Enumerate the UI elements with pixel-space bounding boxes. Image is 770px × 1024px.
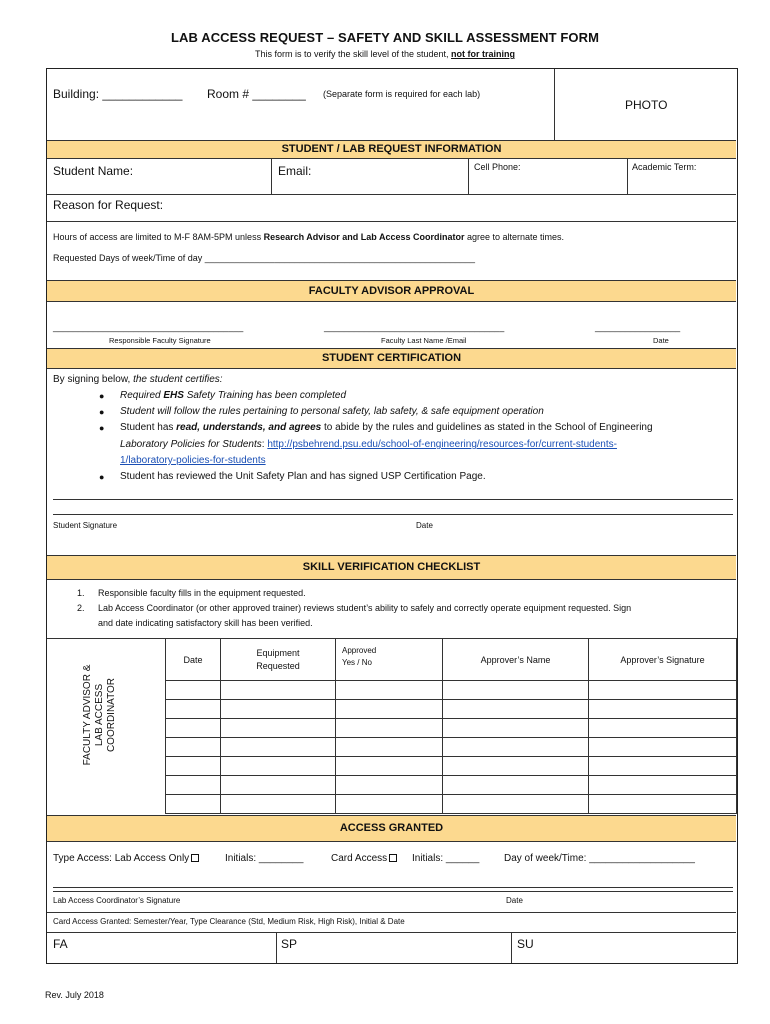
table-row[interactable]	[166, 681, 737, 700]
table-row[interactable]	[166, 757, 737, 776]
photo-divider	[554, 69, 555, 140]
cert-bullet-3-line-2	[120, 439, 617, 450]
photo-label: PHOTO	[625, 98, 668, 112]
divider	[47, 912, 736, 913]
checklist-item-2-line-2: and date indicating satisfactory skill has been verified.	[98, 618, 313, 628]
cert-bullet-2: Student will follow the rules pertaining to personal safety, lab safety, & safe equipment operation	[120, 406, 544, 417]
b3-suffix: to abide by the rules and guidelines as stated in the School of Engineering	[321, 422, 653, 433]
equipment-table	[165, 638, 737, 814]
col-date: Date	[166, 639, 221, 681]
student-signature-line[interactable]	[53, 499, 733, 500]
faculty-signature-label: Responsible Faculty Signature	[109, 336, 211, 345]
card-access-checkbox[interactable]	[389, 854, 397, 862]
building-field[interactable]: Building: ____________	[53, 87, 183, 101]
divider	[511, 932, 512, 963]
cell-phone-field[interactable]: Cell Phone:	[474, 162, 521, 172]
initials-field-1[interactable]: Initials: ________	[225, 853, 304, 864]
student-date-label: Date	[416, 521, 433, 530]
divider	[47, 932, 736, 933]
lab-access-checkbox[interactable]	[191, 854, 199, 862]
table-row[interactable]	[166, 700, 737, 719]
policies-link[interactable]: http://psbehrend.psu.edu/school-of-engineering/resources-for/current-students-	[267, 439, 617, 450]
col-approved-line-2: Yes / No	[342, 658, 372, 667]
skill-checklist-heading: SKILL VERIFICATION CHECKLIST	[47, 555, 736, 580]
checklist-item-2-number: 2.	[77, 603, 85, 613]
divider	[47, 194, 736, 195]
faculty-last-name-label: Faculty Last Name /Email	[381, 336, 467, 345]
col-approver-signature: Approver’s Signature	[589, 639, 737, 681]
bullet-icon: ●	[99, 472, 105, 482]
intro-italic: the student certifies:	[133, 374, 223, 385]
divider	[468, 159, 469, 194]
b3-prefix: Student has	[120, 422, 177, 433]
faculty-approval-heading: FACULTY ADVISOR APPROVAL	[47, 280, 736, 302]
requested-days-field[interactable]: Requested Days of week/Time of day ______________________________________________________	[53, 253, 476, 263]
cert-bullet-3	[120, 422, 653, 433]
divider	[271, 159, 272, 194]
faculty-date-label: Date	[653, 336, 669, 345]
table-row[interactable]	[166, 795, 737, 814]
policies-link-continued[interactable]: 1/laboratory-policies-for-students	[120, 455, 266, 466]
table-header-row	[166, 639, 737, 681]
type-access-field	[53, 853, 201, 864]
side-label-line-1: FACULTY ADVISOR &	[82, 664, 93, 766]
student-info-heading: STUDENT / LAB REQUEST INFORMATION	[47, 140, 736, 159]
faculty-signature-line[interactable]: ______________________________________	[53, 322, 244, 332]
col-equipment-line-2: Requested	[256, 660, 300, 671]
table-row[interactable]	[166, 719, 737, 738]
side-label-line-2: LAB ACCESS COORDINATOR	[94, 677, 117, 753]
fa-field[interactable]: FA	[53, 937, 68, 951]
type-access-label: Type Access: Lab Access Only	[53, 853, 190, 864]
card-access-field	[331, 853, 399, 864]
divider	[47, 221, 736, 222]
subtitle-emphasis: not for training	[451, 49, 516, 59]
student-certification-heading: STUDENT CERTIFICATION	[47, 348, 736, 369]
divider	[276, 932, 277, 963]
sp-field[interactable]: SP	[281, 937, 298, 951]
faculty-last-name-line[interactable]: ____________________________________	[324, 322, 505, 332]
bullet-icon: ●	[99, 423, 105, 433]
divider	[53, 514, 733, 515]
student-name-field[interactable]: Student Name:	[53, 164, 134, 178]
room-field[interactable]: Room # ________	[207, 87, 306, 101]
intro-prefix: By signing below,	[53, 374, 134, 385]
coordinator-signature-label: Lab Access Coordinator’s Signature	[53, 896, 181, 905]
table-row[interactable]	[166, 776, 737, 795]
col-equipment	[221, 639, 336, 681]
separate-form-note: (Separate form is required for each lab)	[323, 89, 481, 99]
b1-suffix: Safety Training has been completed	[183, 390, 347, 401]
form-frame	[46, 68, 738, 964]
b3-line2-prefix: Laboratory Policies for Students	[120, 439, 262, 450]
col-approved-line-1: Approved	[342, 646, 377, 655]
reason-field[interactable]: Reason for Request:	[53, 198, 164, 212]
hours-suffix: agree to alternate times.	[464, 232, 565, 242]
checklist-item-2: Lab Access Coordinator (or other approved trainer) reviews student’s ability to safely and correctly operate equipment requested. Sign	[98, 603, 632, 613]
b3-bold: read, understands, and agrees	[176, 422, 322, 433]
col-approver-name: Approver’s Name	[443, 639, 589, 681]
b1-bold: EHS	[163, 390, 184, 401]
checklist-item-1: Responsible faculty fills in the equipment requested.	[98, 588, 306, 598]
subtitle-text: This form is to verify the skill level of the student,	[254, 49, 452, 59]
bullet-icon: ●	[99, 391, 105, 401]
divider	[627, 159, 628, 194]
hours-notice	[53, 232, 564, 242]
revision-label: Rev. July 2018	[45, 990, 104, 1000]
col-equipment-line-1: Equipment	[256, 647, 300, 658]
card-access-note: Card Access Granted: Semester/Year, Type Clearance (Std, Medium Risk, High Risk), Initial & Date	[53, 917, 405, 926]
email-field[interactable]: Email:	[278, 164, 312, 178]
table-row[interactable]	[166, 738, 737, 757]
form-title: LAB ACCESS REQUEST – SAFETY AND SKILL ASSESSMENT FORM	[170, 30, 600, 45]
card-access-label: Card Access	[331, 853, 388, 864]
academic-term-field[interactable]: Academic Term:	[632, 162, 697, 172]
coordinator-signature-line[interactable]	[53, 887, 733, 888]
hours-prefix: Hours of access are limited to M-F 8AM-5PM unless	[53, 232, 264, 242]
su-field[interactable]: SU	[517, 937, 534, 951]
student-signature-label: Student Signature	[53, 521, 118, 530]
cert-bullet-1	[120, 390, 346, 401]
bullet-icon: ●	[99, 407, 105, 417]
checklist-item-1-number: 1.	[77, 588, 85, 598]
side-label	[82, 650, 117, 780]
cert-bullet-4: Student has reviewed the Unit Safety Plan and has signed USP Certification Page.	[120, 471, 486, 482]
form-subtitle	[0, 49, 770, 59]
certification-intro	[53, 374, 223, 385]
day-time-field[interactable]: Day of week/Time: ___________________	[504, 853, 695, 864]
hours-bold: Research Advisor and Lab Access Coordinator	[263, 232, 465, 242]
coordinator-date-label: Date	[506, 896, 523, 905]
col-approved	[336, 639, 443, 681]
b3-colon: :	[261, 439, 268, 450]
access-granted-heading: ACCESS GRANTED	[47, 815, 736, 842]
b1-prefix: Required	[120, 390, 164, 401]
faculty-date-line[interactable]: _________________	[595, 322, 681, 332]
initials-field-2[interactable]: Initials: ______	[412, 853, 480, 864]
divider	[53, 891, 733, 892]
